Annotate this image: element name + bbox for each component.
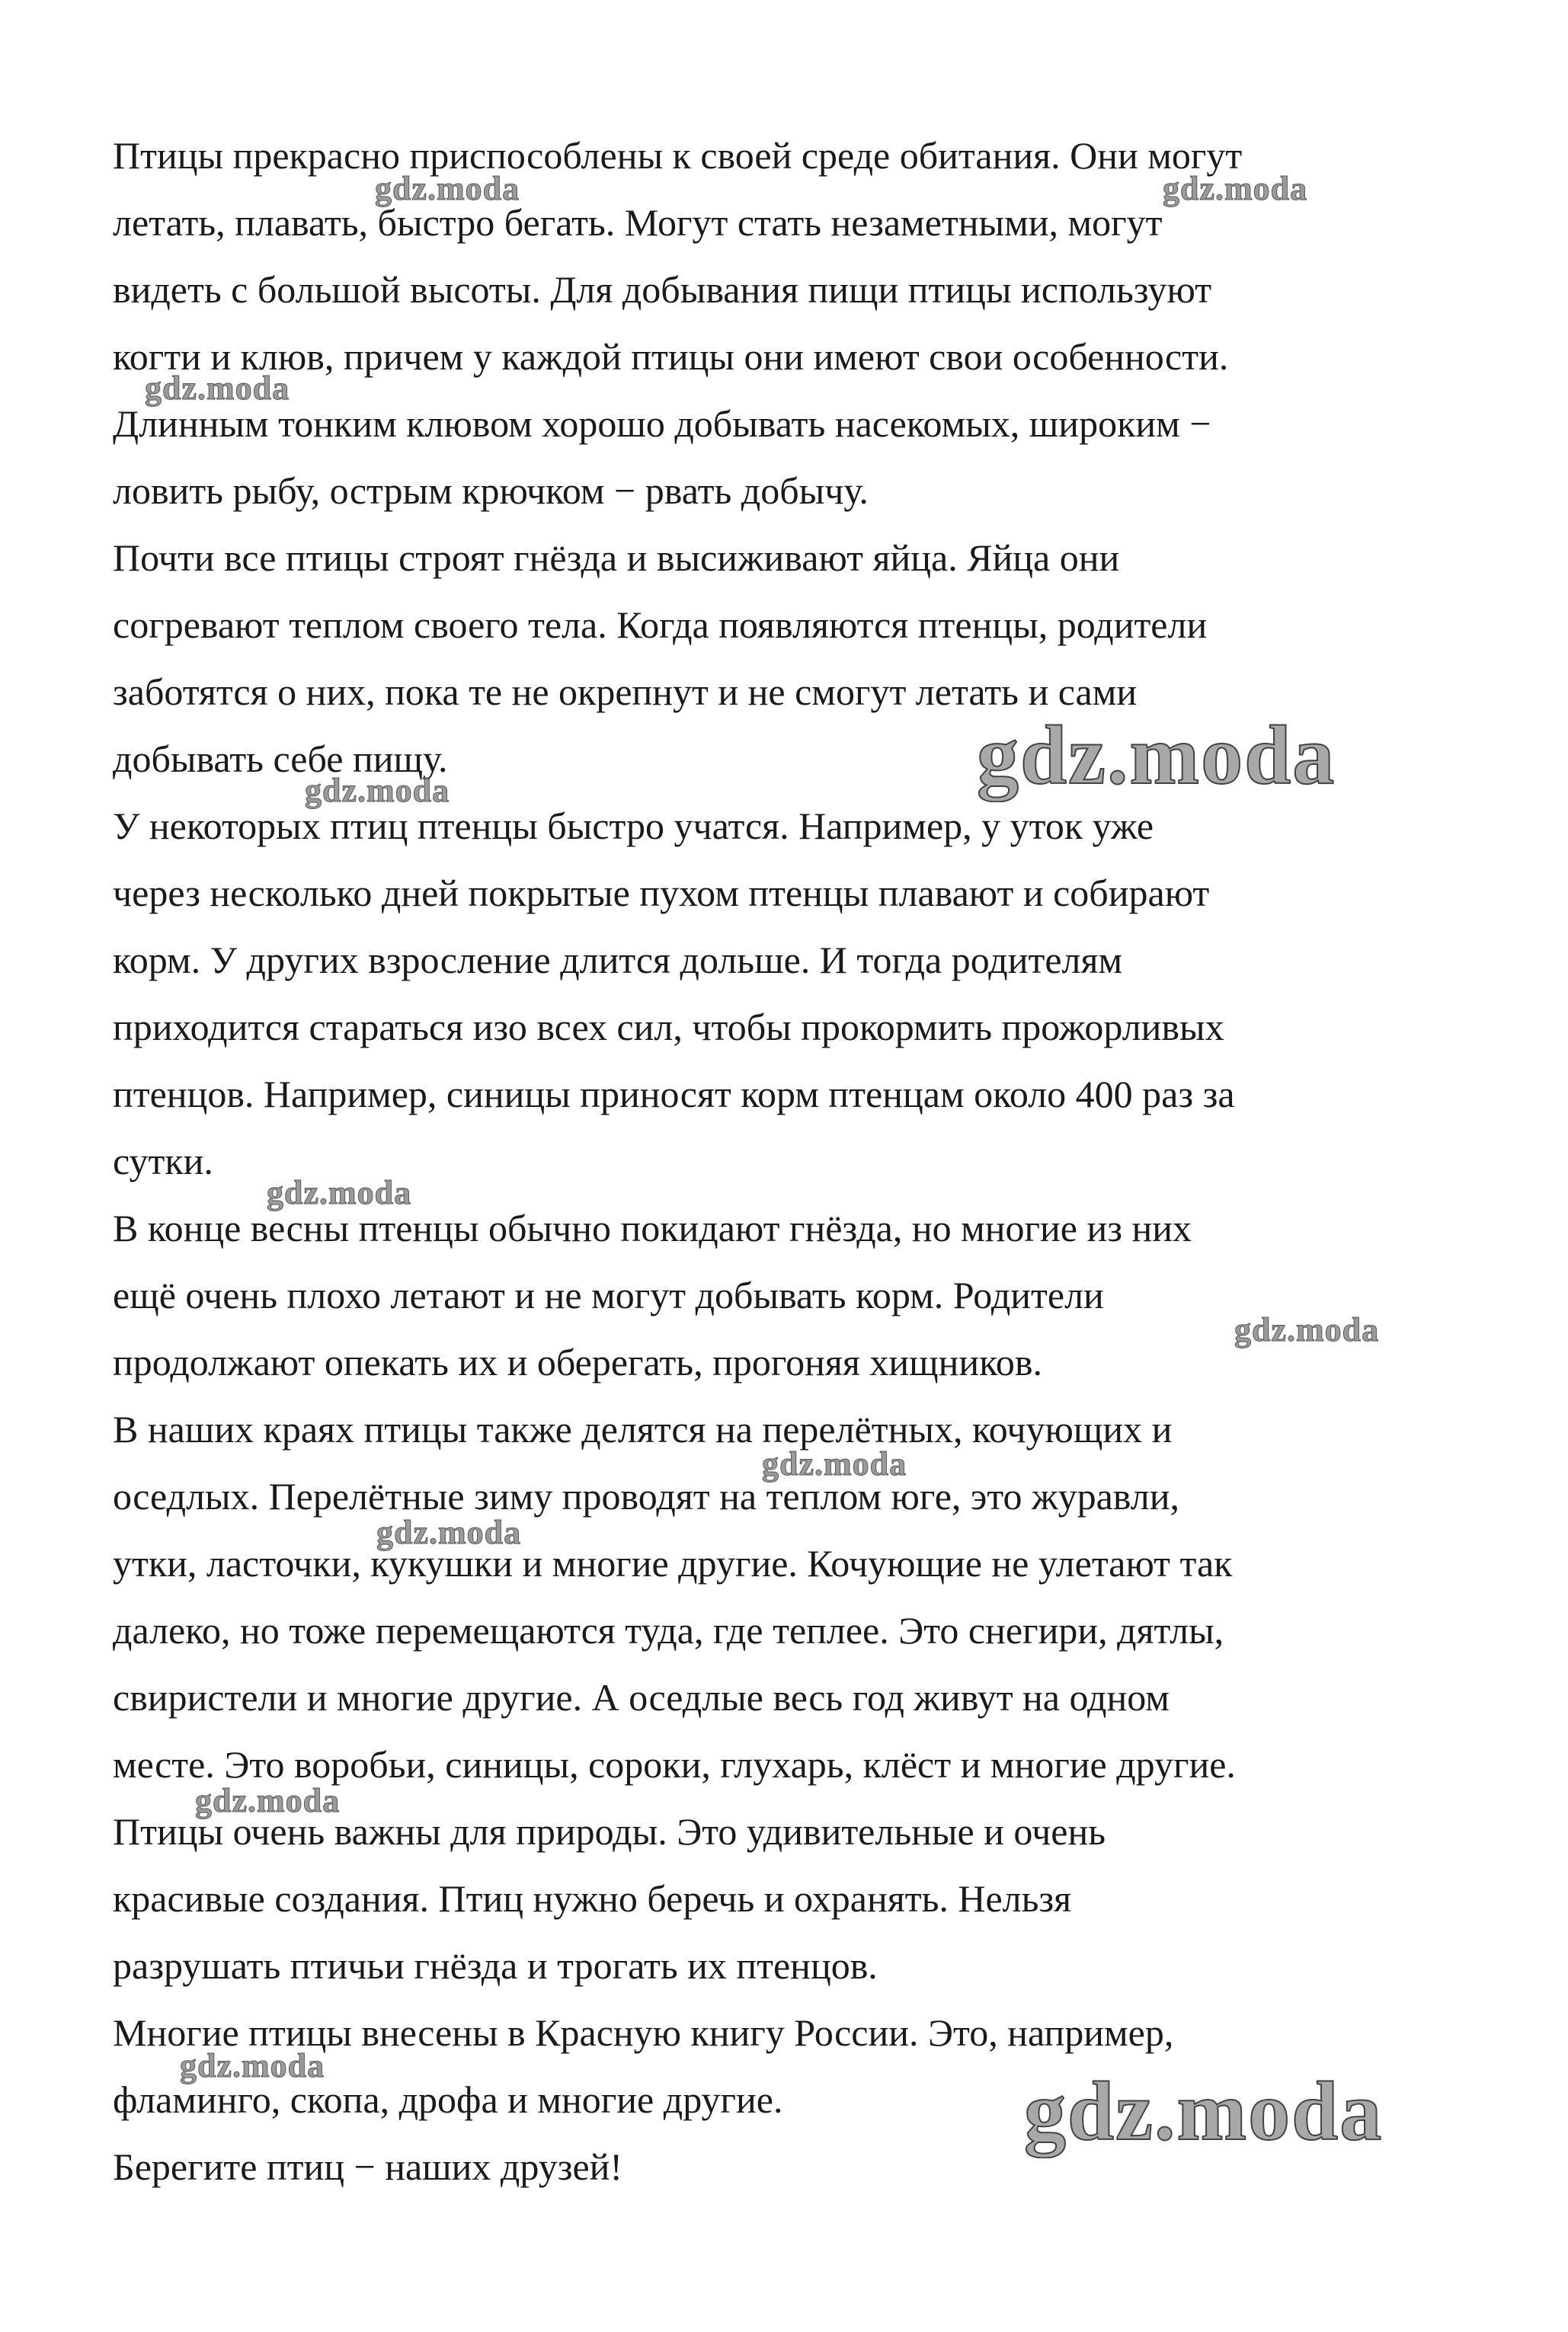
watermark: gdz.moda [145, 369, 290, 407]
text-line: Длинным тонким клювом хорошо добывать насекомых, широким − [113, 402, 1211, 445]
text-line: согревают теплом своего тела. Когда появляются птенцы, родители [113, 603, 1208, 646]
text-line: фламинго, скопа, дрофа и многие другие. [113, 2078, 783, 2121]
text-line: птенцов. Например, синицы приносят корм птенцам около 400 раз за [113, 1073, 1235, 1115]
watermark: gdz.moda [1024, 2065, 1384, 2158]
text-line: утки, ласточки, кукушки и многие другие. Кочующие не улетают так [113, 1542, 1233, 1585]
text-line: летать, плавать, быстро бегать. Могут стать незаметными, могут [113, 201, 1163, 244]
text-line: разрушать птичьи гнёзда и трогать их птенцов. [113, 1944, 878, 1987]
text-line: Берегите птиц − наших друзей! [113, 2145, 623, 2188]
watermark: gdz.moda [305, 772, 450, 809]
watermark: gdz.moda [762, 1445, 907, 1483]
text-line: Птицы прекрасно приспособлены к своей среде обитания. Они могут [113, 134, 1243, 177]
text-line: свиристели и многие другие. А оседлые весь год живут на одном [113, 1676, 1170, 1719]
text-line: корм. У других взросление длится дольше. И тогда родителям [113, 939, 1123, 981]
text-line: через несколько дней покрытые пухом птенцы плавают и собирают [113, 872, 1210, 914]
text-line: далеко, но тоже перемещаются туда, где теплее. Это снегири, дятлы, [113, 1609, 1224, 1652]
text-line: Птицы очень важны для природы. Это удивительные и очень [113, 1810, 1106, 1853]
watermark: gdz.moda [1163, 170, 1308, 207]
text-line: ловить рыбу, острым крючком − рвать добычу. [113, 469, 869, 512]
watermark: gdz.moda [195, 1782, 341, 1819]
text-line: красивые создания. Птиц нужно беречь и охранять. Нельзя [113, 1877, 1072, 1920]
watermark: gdz.moda [977, 709, 1336, 801]
watermark: gdz.moda [1234, 1311, 1380, 1348]
watermark: gdz.moda [267, 1174, 412, 1211]
watermark: gdz.moda [375, 170, 520, 207]
text-line: ещё очень плохо летают и не могут добывать корм. Родители [113, 1274, 1104, 1316]
text-line: продолжают опекать их и оберегать, прогоняя хищников. [113, 1341, 1043, 1384]
text-line: оседлых. Перелётные зиму проводят на теплом юге, это журавли, [113, 1475, 1179, 1518]
text-line: сутки. [113, 1140, 213, 1182]
text-line: приходится стараться изо всех сил, чтобы прокормить прожорливых [113, 1006, 1224, 1048]
watermark: gdz.moda [180, 2047, 325, 2084]
text-line: месте. Это воробьи, синицы, сороки, глухарь, клёст и многие другие. [113, 1743, 1236, 1786]
text-line: Многие птицы внесены в Красную книгу России. Это, например, [113, 2011, 1174, 2054]
text-line: заботятся о них, пока те не окрепнут и не смогут летать и сами [113, 670, 1138, 713]
text-line: В конце весны птенцы обычно покидают гнёзда, но многие из них [113, 1207, 1192, 1249]
article-text [113, 122, 1545, 2200]
text-line: У некоторых птиц птенцы быстро учатся. Например, у уток уже [113, 805, 1154, 847]
text-line: Почти все птицы строят гнёзда и высиживают яйца. Яйца они [113, 536, 1120, 579]
watermark: gdz.moda [376, 1514, 522, 1551]
text-line: видеть с большой высоты. Для добывания пищи птицы используют [113, 268, 1212, 311]
text-line: когти и клюв, причем у каждой птицы они имеют свои особенности. [113, 335, 1229, 378]
text-line: добывать себе пищу. [113, 737, 448, 780]
text-line: В наших краях птицы также делятся на перелётных, кочующих и [113, 1408, 1173, 1451]
